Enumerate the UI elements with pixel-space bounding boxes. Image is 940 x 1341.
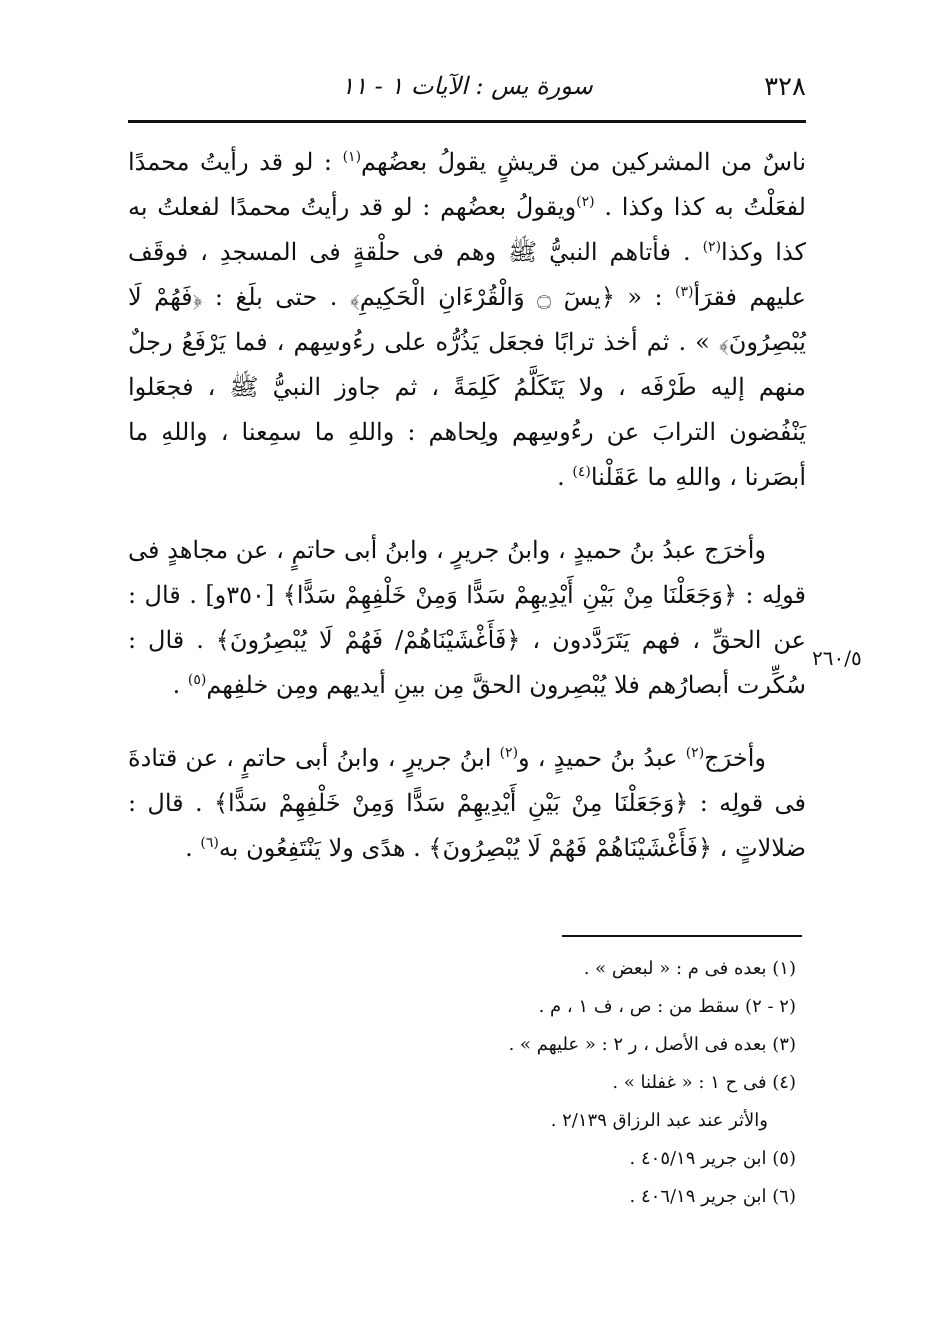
footnote-marker: (٥) (187, 672, 207, 688)
text-run: . (172, 671, 188, 699)
footnote-2: (٢ - ٢) سقط من : ص ، ف ١ ، م . (538, 996, 796, 1017)
running-title: سورة يس : الآيات ١ - ١١ (341, 72, 593, 100)
header-rule (128, 120, 806, 123)
footnote-marker: (٢) (499, 745, 519, 761)
paragraph-1 (128, 140, 806, 500)
footnotes (380, 950, 796, 1216)
text-run: وأخرَج عبدُ بنُ حميدٍ ، وابنُ جريرٍ ، وابنُ أبى حاتمٍ ، عن مجاهدٍ فى قولِه : ﴿وَجَعَلْنَا مِنْ بَيْنِ أَيْدِيهِمْ سَدًّا وَمِنْ خَلْفِهِمْ سَدًّا﴾ (128, 536, 807, 609)
footnote-6: (٦) ابن جرير ٤٠٦/١٩ . (629, 1186, 796, 1207)
text-run: ويقولُ بعضُهم : لو قد رأيتُ محمدًا لفعلتُ به كذا وكذا (128, 193, 806, 266)
page-number: ٣٢٨ (764, 72, 806, 102)
footnote-1: (١) بعده فى م : « لبعض » . (583, 958, 796, 979)
text-run: : « ﴿يسٓ ۝ وَالْقُرْءَانِ الْحَكِيمِ﴾ . حتى بلَغ : ﴿فَهُمْ لَا يُبْصِرُونَ﴾ » . ثم أخذ ترابًا فجعَل يَذُرُّه على رءُوسِهم ، فما يَرْفَعُ رجلٌ منهم إليه طَرْفَه ، ولا يَتَكَلَّمُ كَلِمَةً ، ثم جاوز النبيُّ ﷺ ، فجعَلوا يَنْفُضون الترابَ عن رءُوسِهم ولِحاهم : واللهِ ما سمِعنا ، واللهِ ما أبصَرنا ، واللهِ ما عَقَلْنا (128, 283, 806, 491)
footnote-5: (٥) ابن جرير ٤٠٥/١٩ . (629, 1148, 796, 1169)
text-run: عبدُ بنُ حميدٍ ، و (518, 744, 686, 772)
footnote-4: (٤) فى ح ١ : « غفلنا » . (612, 1072, 796, 1093)
manuscript-folio-ref: [٣٥٠و] (205, 581, 275, 609)
text-run: ناسٌ من المشركين من قريشٍ يقولُ بعضُهم (361, 148, 806, 176)
footnote-3: (٣) بعده فى الأصل ، ر ٢ : « عليهم » . (508, 1034, 796, 1055)
text-run: : لو قد رأيتُ محمدًا لفعَلْتُ به كذا وكذا . (128, 148, 806, 221)
text-run: ابنُ جريرٍ ، وابنُ أبى حاتمٍ ، عن قتادةَ فى قولِه : ﴿وَجَعَلْنَا مِنْ بَيْنِ أَيْدِيهِمْ سَدًّا وَمِنْ خَلْفِهِمْ سَدًّا﴾ . قال : ضلالاتٍ ، ﴿فَأَغْشَيْنَاهُمْ فَهُمْ لَا يُبْصِرُونَ﴾ . هدًى ولا يَنْتَفِعُون به (128, 744, 806, 862)
footnote-marker: (٤) (572, 464, 591, 480)
footnote-rule (562, 935, 802, 937)
text-run: . فأتاهم النبيُّ ﷺ وهم فى حلْقةٍ فى المسجدِ ، فوقَف عليهم فقرَأ (128, 238, 806, 311)
paragraph-2 (128, 528, 806, 708)
text-run: . (185, 834, 201, 862)
text-run: وأخرَج (704, 744, 766, 772)
text-run: . قال : عن الحقِّ ، فهم يَتَرَدَّدون ، ﴿فَأَغْشَيْنَاهُمْ/ فَهُمْ لَا يُبْصِرُونَ﴾ . قال : سُكِّرت أبصارُهم فلا يُبْصِرون الحقَّ مِن بينِ أيديهم ومِن خلفِهم (128, 581, 806, 699)
margin-reference: ٢٦٠/٥ (812, 646, 862, 670)
footnote-marker: (٦) (200, 835, 219, 851)
footnote-4-continuation: والأثر عند عبد الرزاق ٢/١٣٩ . (550, 1110, 768, 1131)
footnote-marker: (٢) (576, 194, 595, 210)
paragraph-gap (128, 708, 806, 736)
footnote-marker: (٢) (702, 239, 722, 255)
paragraph-3 (128, 736, 806, 871)
main-text (128, 140, 806, 871)
footnote-marker: (٣) (675, 284, 694, 300)
paragraph-gap (128, 500, 806, 528)
footnote-marker: (٢) (685, 745, 705, 761)
footnote-marker: (١) (342, 149, 362, 165)
text-run: . (557, 463, 573, 491)
page-header (128, 70, 806, 110)
